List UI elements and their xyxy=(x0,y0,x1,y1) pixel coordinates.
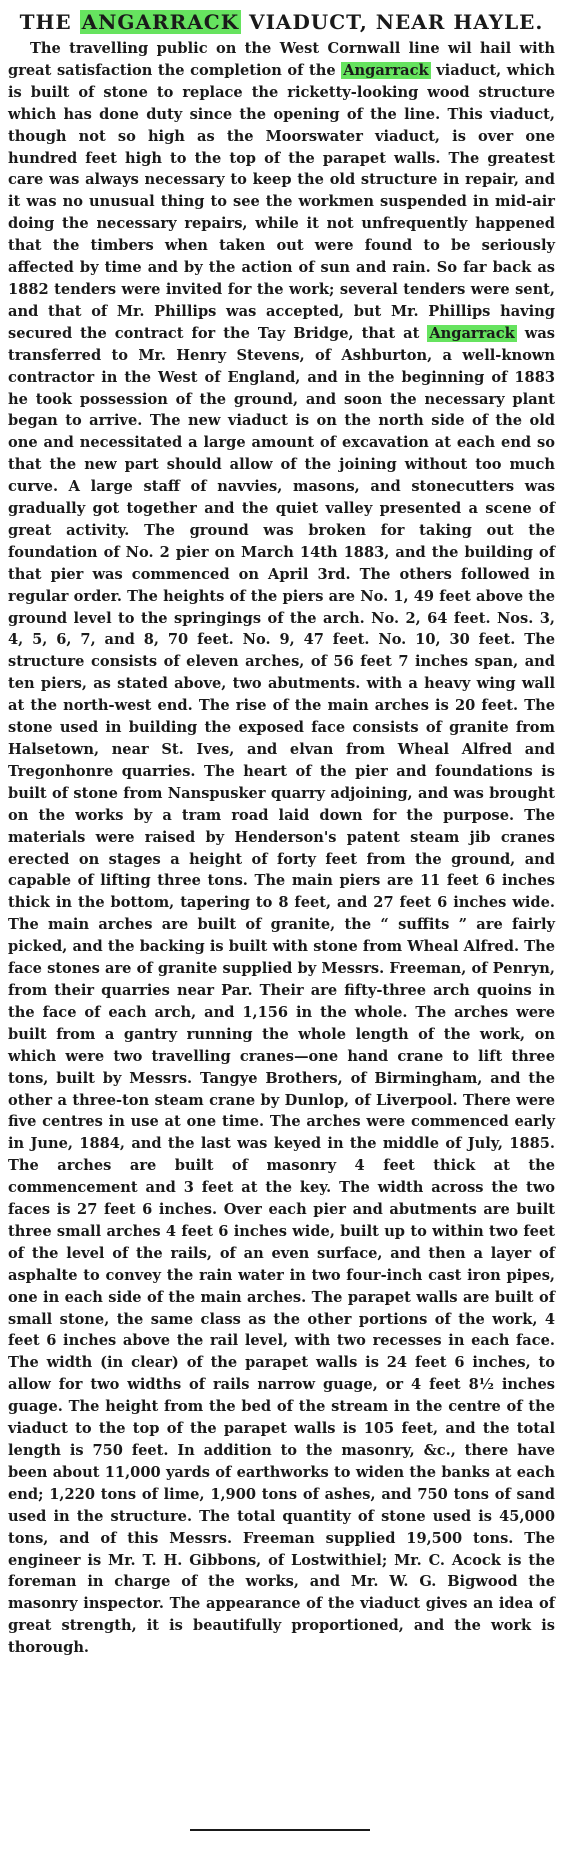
article-text-part-2: viaduct, which is built of stone to replace the ricketty-looking wood structure which has done duty since the opening of the line. This viaduct, though not so high as the Moorswater viaduct, is over one hundred feet high to the top of the parapet walls. The greatest care was always necessary to keep the old structure in repair, and it was no unusual thing to see the workmen suspended in mid-air doing the necessary repairs, while it not unfrequently happened that the timbers when taken out were found to be seriously affected by time and by the action of sun and rain. So far back as 1882 tenders were invited for the work; several tenders were sent, and that of Mr. Phillips was accepted, but Mr. Phillips having secured the contract for the Tay Bridge, that at xyxy=(8,61,555,342)
headline-prefix: THE xyxy=(19,10,80,34)
search-highlight-angarrack-1: Angarrack xyxy=(343,61,429,79)
headline-suffix: VIADUCT, NEAR HAYLE. xyxy=(241,10,544,34)
article-headline xyxy=(8,10,555,34)
headline-search-highlight: ANGARRACK xyxy=(81,10,240,34)
article-text-part-3: was transferred to Mr. Henry Stevens, of Ashburton, a well-known contractor in the West of England, and in the beginning of 1883 he took possession of the ground, and soon the necessary plant began to arrive. The new viaduct is on the north side of the old one and necessitated a large amount of excavation at each end so that the new part should allow of the joining without too much curve. A large staff of navvies, masons, and stonecutters was gradually got together and the quiet valley presented a scene of great activity. The ground was broken for taking out the foundation of No. 2 pier on March 14th 1883, and the building of that pier was commenced on April 3rd. The others followed in regular order. The heights of the piers are No. 1, 49 feet above the ground level to the springings of the arch. No. 2, 64 feet. Nos. 3, 4, 5, 6, 7, and 8, 70 feet. No. 9, 47 feet. No. 10, 30 feet. The structure consists of eleven arches, of 56 feet 7 inches span, and ten piers, as stated above, two abutments. with a heavy wing wall at the north-west end. The rise of the main arches is 20 feet. The stone used in building the exposed face consists of granite from Halsetown, near St. Ives, and elvan from Wheal Alfred and Tregonhonre quarries. The heart of the pier and foundations is built of stone from Nanspusker quarry adjoining, and was brought on the works by a tram road laid down for the purpose. The materials were raised by Henderson's patent steam jib cranes erected on stages a height of forty feet from the ground, and capable of lifting three tons. The main piers are 11 feet 6 inches thick in the bottom, tapering to 8 feet, and 27 feet 6 inches wide. The main arches are built of granite, the “ suffits ” are fairly picked, and the backing is built with stone from Wheal Alfred. The face stones are of granite supplied by Messrs. Freeman, of Penryn, from their quarries near Par. Their are fifty-three arch quoins in the face of each arch, and 1,156 in the whole. The arches were built from a gantry running the whole length of the work, on which were two travelling cranes—one hand crane to lift three tons, built by Messrs. Tangye Brothers, of Birmingham, and the other a three-ton steam crane by Dunlop, of Liverpool. There were five centres in use at one time. The arches were commenced early in June, 1884, and the last was keyed in the middle of July, 1885. The arches are built of masonry 4 feet thick at the commencement and 3 feet at the key. The width across the two faces is 27 feet 6 inches. Over each pier and abutments are built three small arches 4 feet 6 inches wide, built up to within two feet of the level of the rails, of an even surface, and then a layer of asphalte to convey the rain water in two four-inch cast iron pipes, one in each side of the main arches. The parapet walls are built of small stone, the same class as the other portions of the work, 4 feet 6 inches above the rail level, with two recesses in each face. The width (in clear) of the parapet walls is 24 feet 6 inches, to allow for two widths of rails narrow guage, or 4 feet 8½ inches guage. The height from the bed of the stream in the centre of the viaduct to the top of the parapet walls is 105 feet, and the total length is 750 feet. In addition to the masonry, &c., there have been about 11,000 yards of earthworks to widen the banks at each end; 1,220 tons of lime, 1,900 tons of ashes, and 750 tons of sand used in the structure. The total quantity of stone used is 45,000 tons, and of this Messrs. Freeman supplied 19,500 tons. The engineer is Mr. T. H. Gibbons, of Lostwithiel; Mr. C. Acock is the foreman in charge of the works, and Mr. W. G. Bigwood the masonry inspector. The appearance of the viaduct gives an idea of great strength, it is beautifully proportioned, and the work is thorough. xyxy=(8,324,555,1657)
search-highlight-angarrack-2: Angarrack xyxy=(429,324,515,342)
article-text-intro: The travelling public on the West Cornwall line wil hail with great satisfaction the completion of the xyxy=(8,40,555,79)
closing-rule xyxy=(190,1829,370,1831)
article-body xyxy=(8,38,555,1659)
